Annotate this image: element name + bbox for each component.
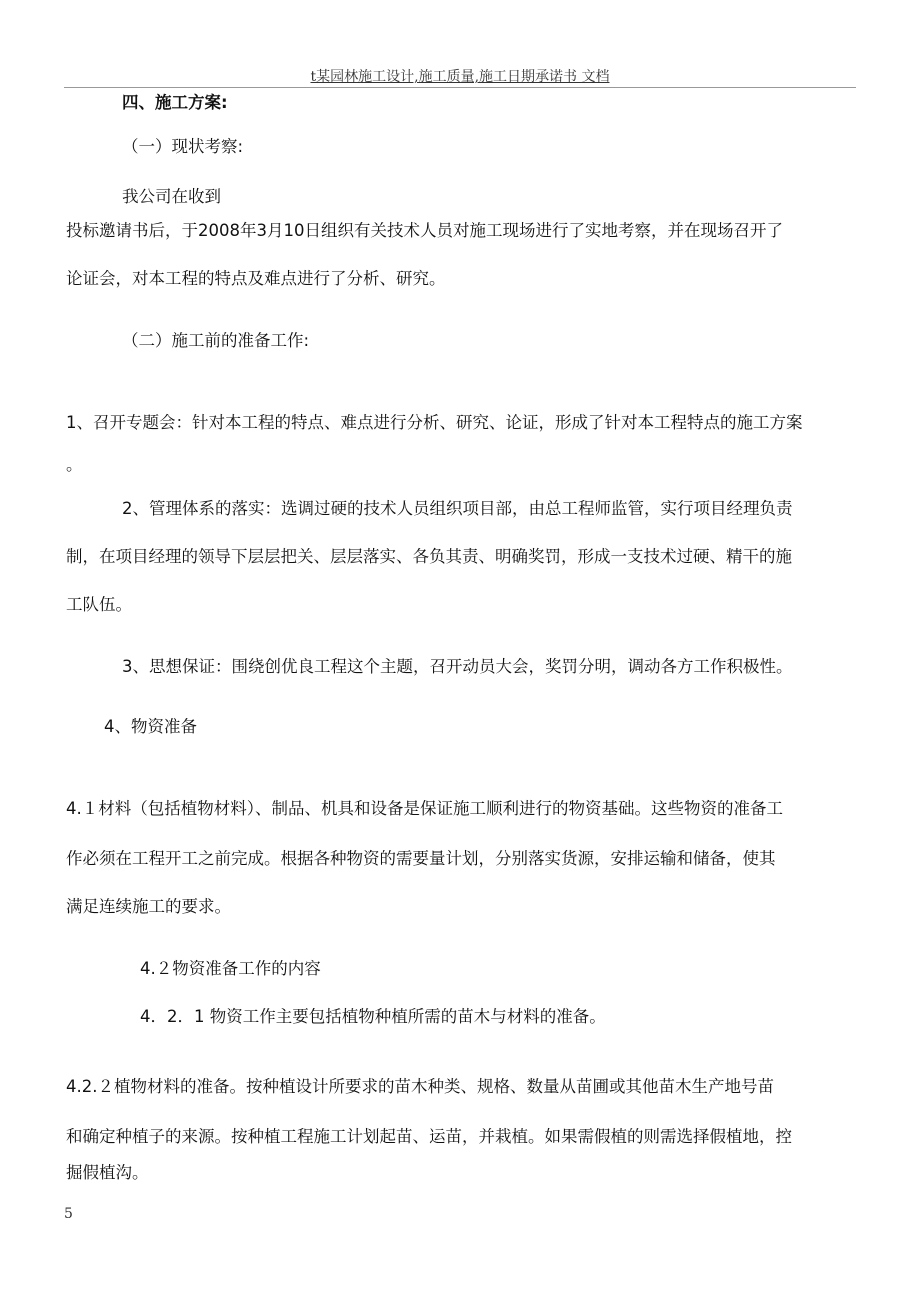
header-divider (64, 87, 856, 88)
paragraph-text: 4．2．1 物资工作主要包括植物种植所需的苗木与材料的准备。 (140, 1007, 606, 1026)
paragraph-text: 4.２物资准备工作的内容 (140, 959, 321, 978)
subsection-heading-1: （一）现状考察: (122, 137, 244, 156)
header-title: t某园林施工设计,施工质量,施工日期承诺书 文档 (310, 69, 610, 85)
list-item: 制，在项目经理的领导下层层把关、层层落实、各负其责、明确奖罚，形成一支技术过硬、精干的施 (66, 547, 792, 566)
list-item: 1、召开专题会：针对本工程的特点、难点进行分析、研究、论证，形成了针对本工程特点的施工方案 (66, 413, 803, 432)
list-item: 。 (66, 455, 83, 474)
page-number: 5 (64, 1206, 73, 1222)
list-item: 4、物资准备 (104, 717, 197, 736)
paragraph-text: 和确定种植子的来源。按种植工程施工计划起苗、运苗，并栽植。如果需假植的则需选择假植地，控 (66, 1127, 792, 1146)
paragraph-text: 投标邀请书后，于2008年3月10日组织有关技术人员对施工现场进行了实地考察，并在现场召开了 (66, 221, 783, 240)
paragraph-text: 掘假植沟。 (66, 1163, 149, 1182)
paragraph-text: 4.１材料（包括植物材料）、制品、机具和设备是保证施工顺利进行的物资基础。这些物资的准备工 (66, 799, 783, 818)
page-header (64, 66, 856, 86)
list-item: 2、管理体系的落实：选调过硬的技术人员组织项目部，由总工程师监管，实行项目经理负责 (122, 499, 793, 518)
paragraph-text: 满足连续施工的要求。 (66, 897, 231, 916)
paragraph-text: 论证会，对本工程的特点及难点进行了分析、研究。 (66, 269, 446, 288)
paragraph-text: 我公司在收到 (122, 187, 221, 206)
paragraph-text: 4.2.２植物材料的准备。按种植设计所要求的苗木种类、规格、数量从苗圃或其他苗木生产地号苗 (66, 1077, 774, 1096)
paragraph-text: 作必须在工程开工之前完成。根据各种物资的需要量计划，分别落实货源，安排运输和储备，使其 (66, 849, 776, 868)
list-item: 工队伍。 (66, 595, 132, 614)
list-item: 3、思想保证：围绕创优良工程这个主题，召开动员大会，奖罚分明，调动各方工作积极性。 (122, 657, 793, 676)
section-heading: 四、施工方案: (122, 93, 228, 112)
subsection-heading-2: （二）施工前的准备工作: (122, 331, 310, 350)
